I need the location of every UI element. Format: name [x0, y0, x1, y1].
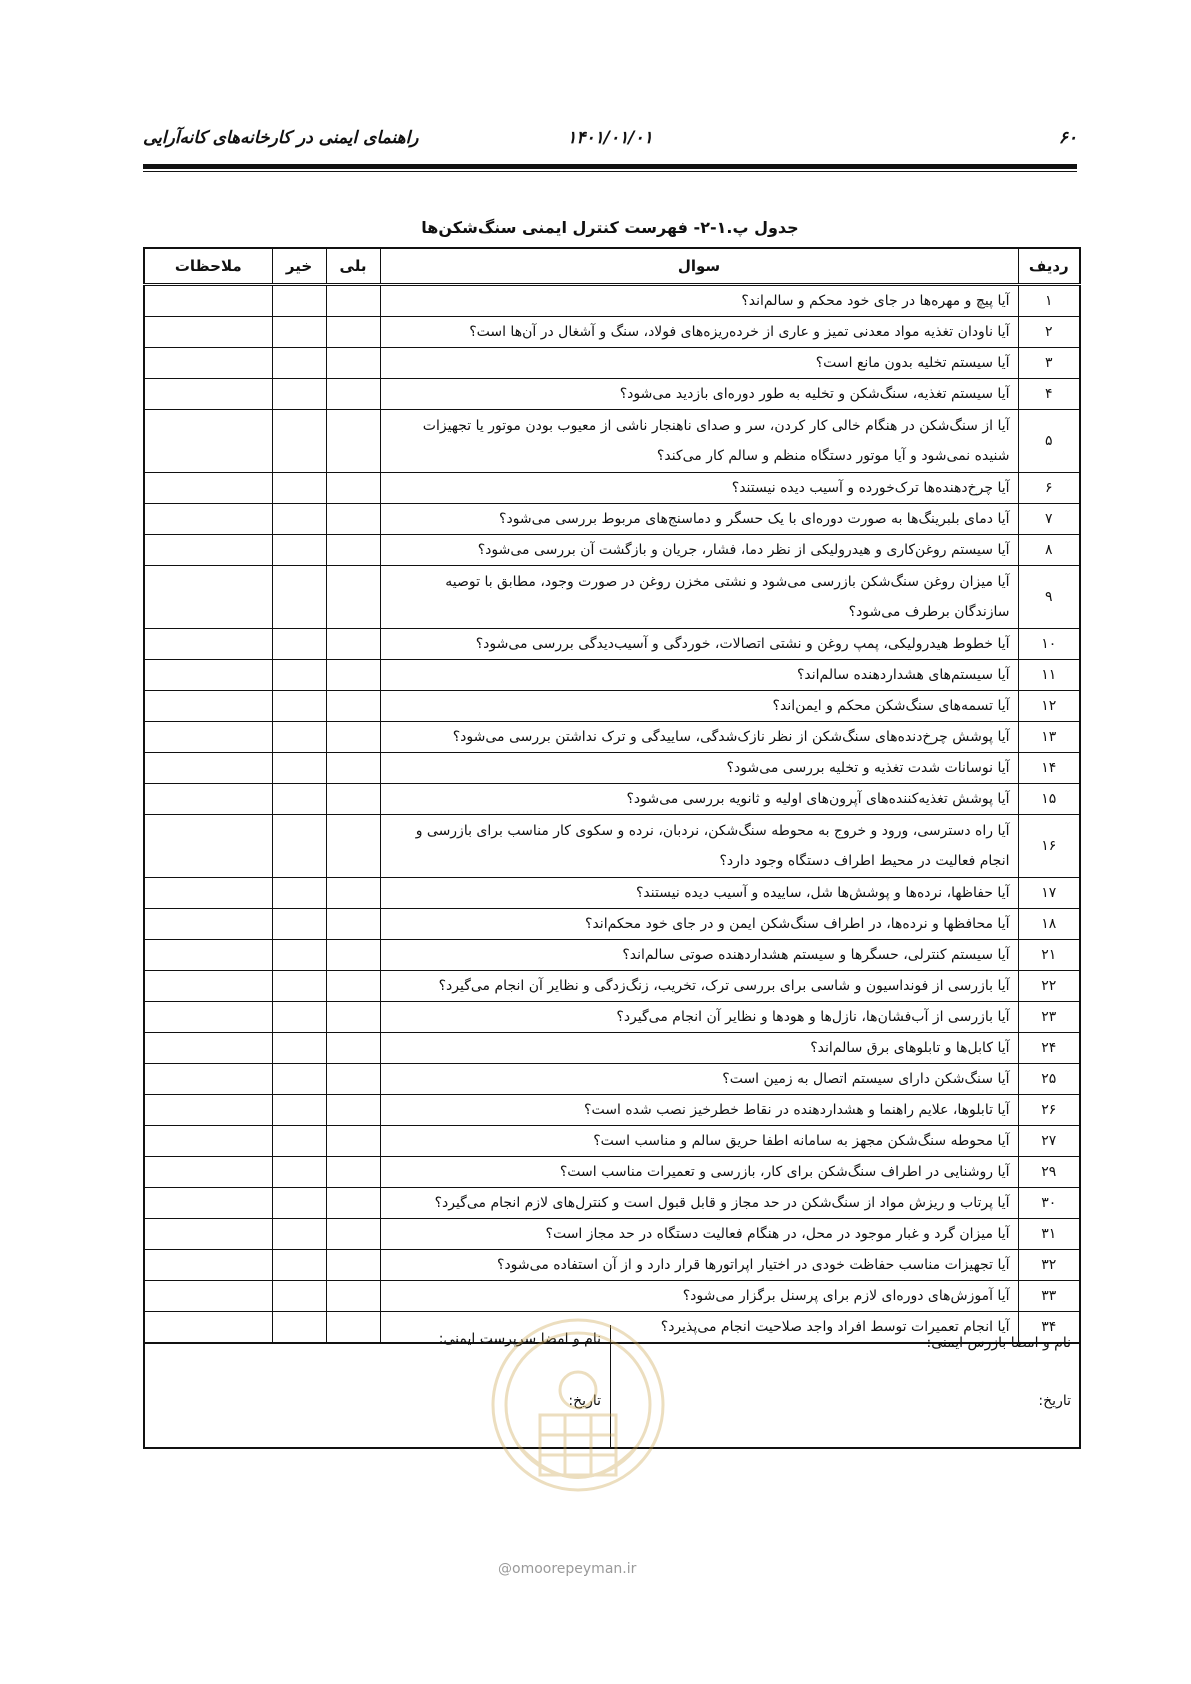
no-cell[interactable]: [272, 878, 326, 909]
yes-cell[interactable]: [326, 878, 380, 909]
row-number-cell: ۳۴: [1018, 1312, 1080, 1344]
no-cell[interactable]: [272, 1219, 326, 1250]
notes-cell[interactable]: [144, 1126, 272, 1157]
table-row: [144, 1250, 1080, 1281]
table-header-row: [144, 248, 1080, 285]
question-cell: آیا چرخ‌دهنده‌ها ترک‌خورده و آسیب دیده نیستند؟: [380, 473, 1018, 504]
notes-cell[interactable]: [144, 909, 272, 940]
row-number-cell: ۴: [1018, 379, 1080, 410]
row-number-cell: ۳۳: [1018, 1281, 1080, 1312]
table-row: [144, 940, 1080, 971]
notes-cell[interactable]: [144, 660, 272, 691]
table-body: [144, 285, 1080, 1344]
notes-cell[interactable]: [144, 629, 272, 660]
question-cell: آیا سیستم روغن‌کاری و هیدرولیکی از نظر دما، فشار، جریان و بازگشت آن بررسی می‌شود؟: [380, 535, 1018, 566]
row-number-cell: ۷: [1018, 504, 1080, 535]
row-number-cell: ۱۸: [1018, 909, 1080, 940]
notes-cell[interactable]: [144, 1064, 272, 1095]
notes-cell[interactable]: [144, 566, 272, 629]
row-number-cell: ۲۱: [1018, 940, 1080, 971]
row-number-cell: ۲۶: [1018, 1095, 1080, 1126]
table-row: [144, 815, 1080, 878]
question-cell: آیا محوطه سنگ‌شکن مجهز به سامانه اطفا حریق سالم و مناسب است؟: [380, 1126, 1018, 1157]
no-cell[interactable]: [272, 379, 326, 410]
question-cell: آیا سیستم کنترلی، حسگرها و سیستم هشداردهنده صوتی سالم‌اند؟: [380, 940, 1018, 971]
table-row: [144, 473, 1080, 504]
notes-cell[interactable]: [144, 691, 272, 722]
table-row: [144, 1002, 1080, 1033]
col-yes: بلی: [326, 248, 380, 285]
yes-cell[interactable]: [326, 909, 380, 940]
notes-cell[interactable]: [144, 878, 272, 909]
question-cell: آیا دمای بلبرینگ‌ها به صورت دوره‌ای با یک حسگر و دماسنج‌های مربوط بررسی می‌شود؟: [380, 504, 1018, 535]
no-cell[interactable]: [272, 473, 326, 504]
table-row: [144, 660, 1080, 691]
question-cell: آیا تسمه‌های سنگ‌شکن محکم و ایمن‌اند؟: [380, 691, 1018, 722]
notes-cell[interactable]: [144, 1002, 272, 1033]
question-cell: آیا بازرسی از فونداسیون و شاسی برای بررسی ترک، تخریب، زنگ‌زدگی و نظایر آن انجام می‌گیرد؟: [380, 971, 1018, 1002]
question-cell: آیا سیستم تخلیه بدون مانع است؟: [380, 348, 1018, 379]
no-cell[interactable]: [272, 410, 326, 473]
question-cell: آیا راه دسترسی، ورود و خروج به محوطه سنگ‌شکن، نردبان، نرده و سکوی کار مناسب برای بازرسی و انجام فعالیت در محیط اطراف دستگاه وجود دارد؟: [380, 815, 1018, 878]
yes-cell[interactable]: [326, 753, 380, 784]
table-row: [144, 1157, 1080, 1188]
col-row-number: ردیف: [1018, 248, 1080, 285]
notes-cell[interactable]: [144, 504, 272, 535]
no-cell[interactable]: [272, 1064, 326, 1095]
table-row: [144, 1064, 1080, 1095]
yes-cell[interactable]: [326, 784, 380, 815]
question-cell: آیا نوسانات شدت تغذیه و تخلیه بررسی می‌شود؟: [380, 753, 1018, 784]
seal-watermark-icon: [478, 1295, 678, 1555]
yes-cell[interactable]: [326, 691, 380, 722]
yes-cell[interactable]: [326, 379, 380, 410]
question-cell: آیا بازرسی از آب‌فشان‌ها، نازل‌ها و هودها و نظایر آن انجام می‌گیرد؟: [380, 1002, 1018, 1033]
notes-cell[interactable]: [144, 815, 272, 878]
page-header: [143, 128, 1077, 154]
table-caption: جدول پ.۱-۲- فهرست کنترل ایمنی سنگ‌شکن‌ها: [421, 218, 799, 237]
no-cell[interactable]: [272, 629, 326, 660]
row-number-cell: ۹: [1018, 566, 1080, 629]
table-row: [144, 1188, 1080, 1219]
table-row: [144, 722, 1080, 753]
yes-cell[interactable]: [326, 1250, 380, 1281]
question-cell: آیا پوشش چرخ‌دنده‌های سنگ‌شکن از نظر نازک‌شدگی، ساییدگی و ترک نداشتن بررسی می‌شود؟: [380, 722, 1018, 753]
row-number-cell: ۱۲: [1018, 691, 1080, 722]
yes-cell[interactable]: [326, 504, 380, 535]
row-number-cell: ۲۳: [1018, 1002, 1080, 1033]
question-cell: آیا پرتاب و ریزش مواد از سنگ‌شکن در حد مجاز و قابل قبول است و کنترل‌های لازم انجام می‌گیرد؟: [380, 1188, 1018, 1219]
yes-cell[interactable]: [326, 1064, 380, 1095]
no-cell[interactable]: [272, 1281, 326, 1312]
question-cell: آیا انجام تعمیرات توسط افراد واجد صلاحیت انجام می‌پذیرد؟: [380, 1312, 1018, 1344]
row-number-cell: ۲: [1018, 317, 1080, 348]
notes-cell[interactable]: [144, 285, 272, 317]
yes-cell[interactable]: [326, 410, 380, 473]
row-number-cell: ۲۹: [1018, 1157, 1080, 1188]
notes-cell[interactable]: [144, 473, 272, 504]
notes-cell[interactable]: [144, 535, 272, 566]
yes-cell[interactable]: [326, 722, 380, 753]
notes-cell[interactable]: [144, 1281, 272, 1312]
supervisor-signature-label: نام و امضا سرپرست ایمنی:: [438, 1331, 601, 1347]
no-cell[interactable]: [272, 784, 326, 815]
row-number-cell: ۱: [1018, 285, 1080, 317]
row-number-cell: ۱۴: [1018, 753, 1080, 784]
yes-cell[interactable]: [326, 566, 380, 629]
yes-cell[interactable]: [326, 1002, 380, 1033]
notes-cell[interactable]: [144, 1095, 272, 1126]
question-cell: آیا پوشش تغذیه‌کننده‌های آپرون‌های اولیه و ثانویه بررسی می‌شود؟: [380, 784, 1018, 815]
header-rule-thin: [143, 171, 1077, 172]
yes-cell[interactable]: [326, 473, 380, 504]
table-row: [144, 566, 1080, 629]
notes-cell[interactable]: [144, 1250, 272, 1281]
col-notes: ملاحظات: [144, 248, 272, 285]
yes-cell[interactable]: [326, 629, 380, 660]
col-question: سوال: [380, 248, 1018, 285]
question-cell: آیا آموزش‌های دوره‌ای لازم برای پرسنل برگزار می‌شود؟: [380, 1281, 1018, 1312]
notes-cell[interactable]: [144, 784, 272, 815]
inspector-date-label: تاریخ:: [1038, 1393, 1071, 1409]
question-cell: آیا خطوط هیدرولیکی، پمپ روغن و نشتی اتصالات، خوردگی و آسیب‌دیدگی بررسی می‌شود؟: [380, 629, 1018, 660]
no-cell[interactable]: [272, 660, 326, 691]
row-number-cell: ۳۱: [1018, 1219, 1080, 1250]
row-number-cell: ۱۶: [1018, 815, 1080, 878]
question-cell: آیا پیچ و مهره‌ها در جای خود محکم و سالم‌اند؟: [380, 285, 1018, 317]
table-row: [144, 285, 1080, 317]
no-cell[interactable]: [272, 815, 326, 878]
row-number-cell: ۸: [1018, 535, 1080, 566]
question-cell: آیا حفاظها، نرده‌ها و پوشش‌ها شل، ساییده و آسیب دیده نیستند؟: [380, 878, 1018, 909]
no-cell[interactable]: [272, 504, 326, 535]
no-cell[interactable]: [272, 1002, 326, 1033]
table-row: [144, 379, 1080, 410]
question-cell: آیا ناودان تغذیه مواد معدنی تمیز و عاری از خرده‌ریزه‌های فولاد، سنگ و آشغال در آن‌ها است؟: [380, 317, 1018, 348]
notes-cell[interactable]: [144, 971, 272, 1002]
table-row: [144, 691, 1080, 722]
no-cell[interactable]: [272, 1095, 326, 1126]
safety-checklist-table: [143, 247, 1081, 1344]
yes-cell[interactable]: [326, 1095, 380, 1126]
row-number-cell: ۲۴: [1018, 1033, 1080, 1064]
table-row: [144, 971, 1080, 1002]
table-row: [144, 504, 1080, 535]
table-row: [144, 348, 1080, 379]
row-number-cell: ۵: [1018, 410, 1080, 473]
row-number-cell: ۱۷: [1018, 878, 1080, 909]
yes-cell[interactable]: [326, 535, 380, 566]
no-cell[interactable]: [272, 566, 326, 629]
yes-cell[interactable]: [326, 348, 380, 379]
yes-cell[interactable]: [326, 1157, 380, 1188]
row-number-cell: ۳۲: [1018, 1250, 1080, 1281]
col-no: خیر: [272, 248, 326, 285]
notes-cell[interactable]: [144, 348, 272, 379]
table-row: [144, 1126, 1080, 1157]
no-cell[interactable]: [272, 1126, 326, 1157]
notes-cell[interactable]: [144, 379, 272, 410]
row-number-cell: ۱۰: [1018, 629, 1080, 660]
row-number-cell: ۲۷: [1018, 1126, 1080, 1157]
row-number-cell: ۱۱: [1018, 660, 1080, 691]
yes-cell[interactable]: [326, 660, 380, 691]
no-cell[interactable]: [272, 1250, 326, 1281]
table-row: [144, 1033, 1080, 1064]
notes-cell[interactable]: [144, 317, 272, 348]
yes-cell[interactable]: [326, 317, 380, 348]
question-cell: آیا میزان روغن سنگ‌شکن بازرسی می‌شود و نشتی مخزن روغن در صورت وجود، مطابق با توصیه سازندگان برطرف می‌شود؟: [380, 566, 1018, 629]
notes-cell[interactable]: [144, 1219, 272, 1250]
question-cell: آیا سیستم‌های هشداردهنده سالم‌اند؟: [380, 660, 1018, 691]
table-row: [144, 878, 1080, 909]
row-number-cell: ۲۲: [1018, 971, 1080, 1002]
notes-cell[interactable]: [144, 1157, 272, 1188]
table-row: [144, 317, 1080, 348]
notes-cell[interactable]: [144, 410, 272, 473]
yes-cell[interactable]: [326, 971, 380, 1002]
book-title: راهنمای ایمنی در کارخانه‌های کانه‌آرایی: [143, 128, 419, 148]
question-cell: آیا سیستم تغذیه، سنگ‌شکن و تخلیه به طور دوره‌ای بازدید می‌شود؟: [380, 379, 1018, 410]
header-rule-thick: [143, 164, 1077, 169]
question-cell: آیا سنگ‌شکن دارای سیستم اتصال به زمین است؟: [380, 1064, 1018, 1095]
no-cell[interactable]: [272, 1157, 326, 1188]
yes-cell[interactable]: [326, 1188, 380, 1219]
table-row: [144, 1219, 1080, 1250]
notes-cell[interactable]: [144, 753, 272, 784]
no-cell[interactable]: [272, 971, 326, 1002]
no-cell[interactable]: [272, 753, 326, 784]
yes-cell[interactable]: [326, 285, 380, 317]
row-number-cell: ۱۵: [1018, 784, 1080, 815]
inspector-signature-label: نام و امضا بازرس ایمنی:: [926, 1335, 1071, 1351]
notes-cell[interactable]: [144, 1033, 272, 1064]
no-cell[interactable]: [272, 535, 326, 566]
header-date: ۱۴۰۱/۰۱/۰۱: [567, 128, 653, 148]
question-cell: آیا محافظها و نرده‌ها، در اطراف سنگ‌شکن ایمن و در جای خود محکم‌اند؟: [380, 909, 1018, 940]
yes-cell[interactable]: [326, 1126, 380, 1157]
no-cell[interactable]: [272, 317, 326, 348]
no-cell[interactable]: [272, 691, 326, 722]
row-number-cell: ۲۵: [1018, 1064, 1080, 1095]
table-row: [144, 1095, 1080, 1126]
table-row: [144, 909, 1080, 940]
table-row: [144, 410, 1080, 473]
notes-cell[interactable]: [144, 940, 272, 971]
yes-cell[interactable]: [326, 1219, 380, 1250]
table-row: [144, 629, 1080, 660]
no-cell[interactable]: [272, 909, 326, 940]
row-number-cell: ۳۰: [1018, 1188, 1080, 1219]
yes-cell[interactable]: [326, 940, 380, 971]
yes-cell[interactable]: [326, 1281, 380, 1312]
page-number: ۶۰: [1058, 128, 1077, 148]
question-cell: آیا از سنگ‌شکن در هنگام خالی کار کردن، سر و صدای ناهنجار ناشی از معیوب بودن موتور یا تجهیزات شنیده نمی‌شود و آیا موتور دستگاه منظم و سالم کار می‌کند؟: [380, 410, 1018, 473]
no-cell[interactable]: [272, 348, 326, 379]
question-cell: آیا روشنایی در اطراف سنگ‌شکن برای کار، بازرسی و تعمیرات مناسب است؟: [380, 1157, 1018, 1188]
row-number-cell: ۶: [1018, 473, 1080, 504]
question-cell: آیا تجهیزات مناسب حفاظت خودی در اختیار اپراتورها قرار دارد و از آن استفاده می‌شود؟: [380, 1250, 1018, 1281]
question-cell: آیا تابلوها، علایم راهنما و هشداردهنده در نقاط خطرخیز نصب شده است؟: [380, 1095, 1018, 1126]
yes-cell[interactable]: [326, 815, 380, 878]
no-cell[interactable]: [272, 722, 326, 753]
table-row: [144, 784, 1080, 815]
notes-cell[interactable]: [144, 722, 272, 753]
row-number-cell: ۳: [1018, 348, 1080, 379]
question-cell: آیا میزان گرد و غبار موجود در محل، در هنگام فعالیت دستگاه در حد مجاز است؟: [380, 1219, 1018, 1250]
no-cell[interactable]: [272, 285, 326, 317]
row-number-cell: ۱۳: [1018, 722, 1080, 753]
question-cell: آیا کابل‌ها و تابلوهای برق سالم‌اند؟: [380, 1033, 1018, 1064]
watermark-text: @omoorepeyman.ir: [498, 1561, 637, 1577]
supervisor-date-label: تاریخ:: [568, 1393, 601, 1409]
no-cell[interactable]: [272, 1033, 326, 1064]
table-row: [144, 753, 1080, 784]
table-row: [144, 535, 1080, 566]
yes-cell[interactable]: [326, 1033, 380, 1064]
notes-cell[interactable]: [144, 1188, 272, 1219]
no-cell[interactable]: [272, 1188, 326, 1219]
no-cell[interactable]: [272, 940, 326, 971]
